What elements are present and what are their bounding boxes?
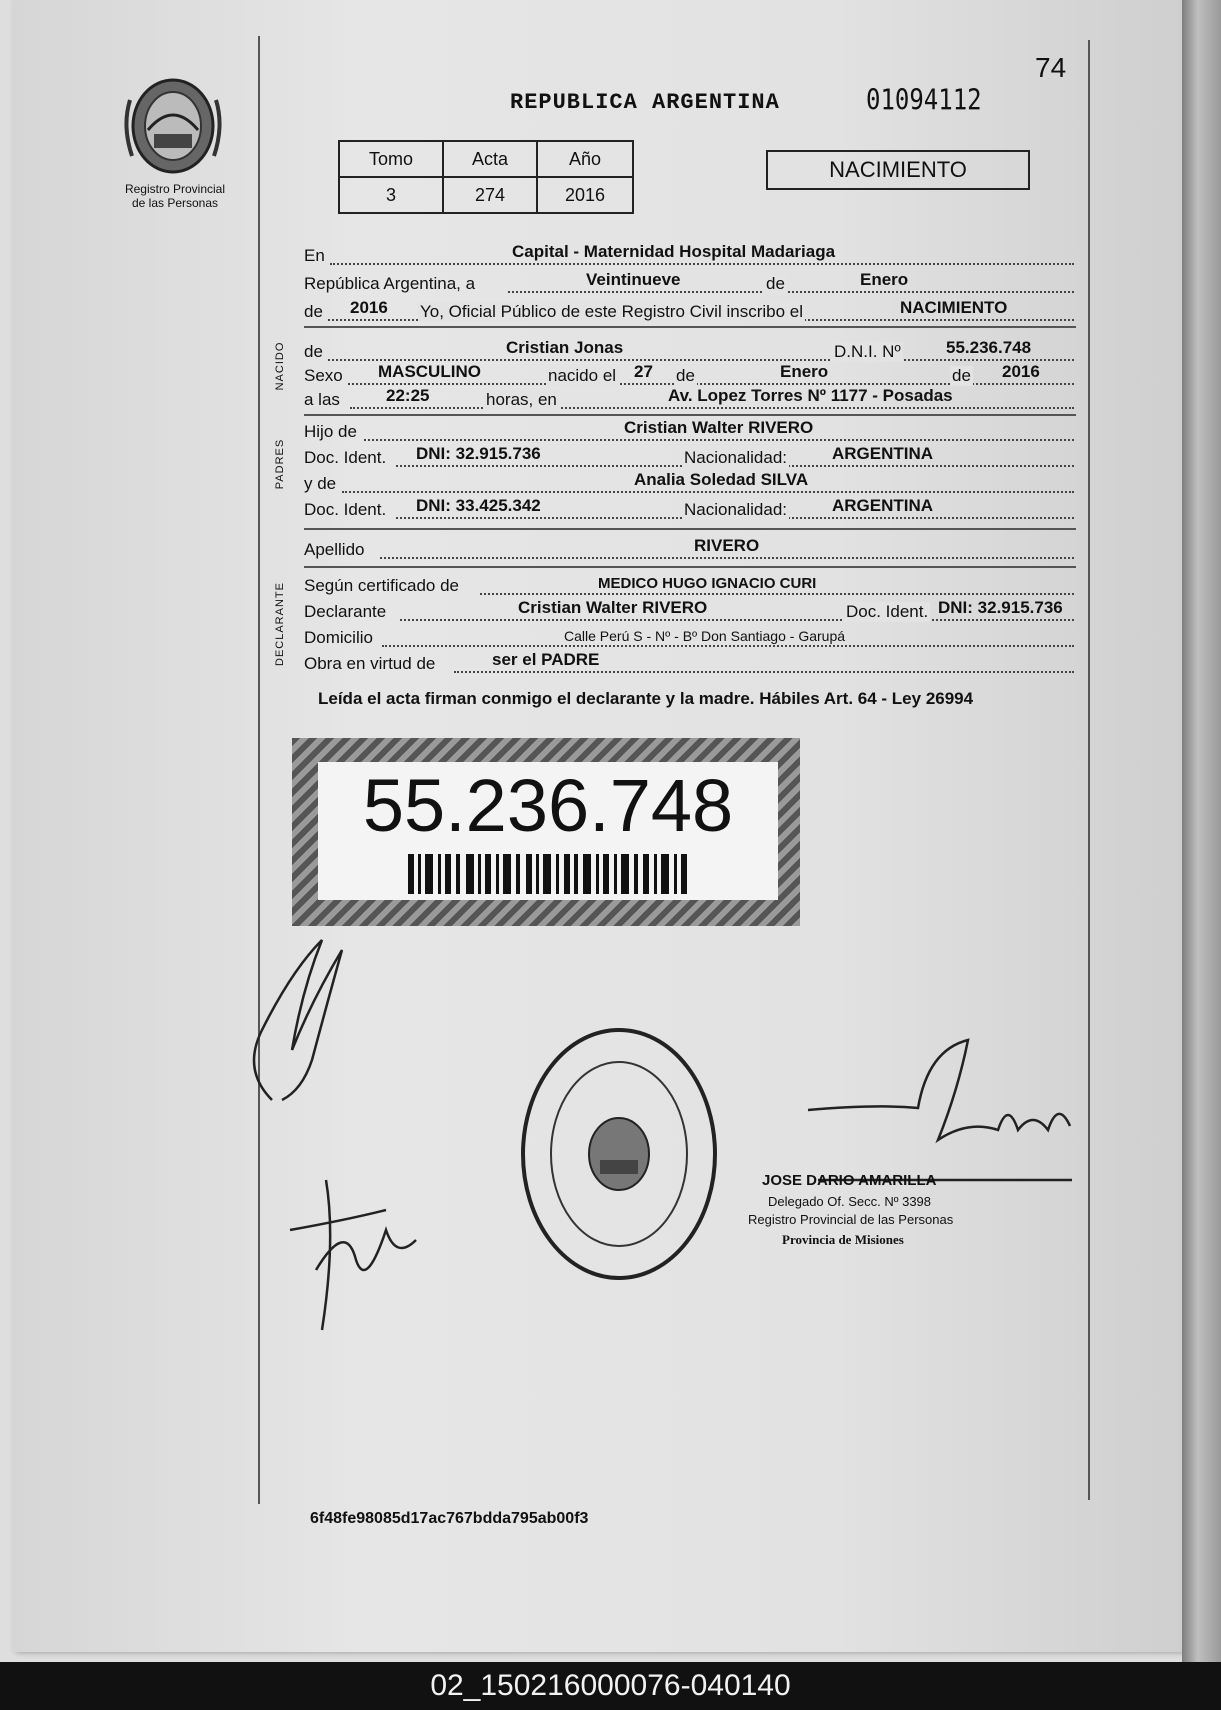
surname-value: RIVERO	[694, 536, 760, 555]
declarant-signature-icon	[232, 930, 372, 1110]
certificate-value: MEDICO HUGO IGNACIO CURI	[598, 575, 817, 592]
place-row: En Capital - Maternidad Hospital Madariaga	[304, 244, 1074, 268]
father-row: Hijo de Cristian Walter RIVERO	[304, 420, 1074, 444]
birth-date-row: Sexo MASCULINO nacido el 27 de Enero de 2016	[304, 364, 1074, 388]
year-value: 2016	[350, 298, 388, 317]
official-title: Delegado Of. Secc. Nº 3398	[768, 1194, 932, 1209]
mother-signature-icon	[286, 1160, 426, 1340]
acta-header: Acta	[443, 141, 537, 177]
inscription-row: de 2016 Yo, Oficial Público de este Registro Civil inscribo el NACIMIENTO	[304, 300, 1074, 324]
section-label-padres: PADRES	[274, 438, 286, 490]
tomo-acta-anio-table	[338, 140, 634, 214]
birth-time-row: a las 22:25 horas, en Av. Lopez Torres Nº 1177 - Posadas	[304, 388, 1074, 412]
mother-row: y de Analia Soledad SILVA	[304, 472, 1074, 496]
registry-caption: Registro Provincial de las Personas	[124, 182, 226, 210]
child-name-row: de Cristian Jonas D.N.I. Nº 55.236.748	[304, 340, 1074, 364]
mother-doc: DNI: 33.425.342	[416, 496, 541, 515]
birth-address: Av. Lopez Torres Nº 1177 - Posadas	[668, 386, 953, 405]
mother-name: Analia Soledad SILVA	[634, 470, 809, 489]
serial-number: 01094112	[866, 83, 982, 117]
declarant-name: Cristian Walter RIVERO	[518, 598, 708, 617]
domicile-row: Domicilio Calle Perú S - Nº - Bº Don Santiago - Garupá	[304, 626, 1074, 650]
provincial-coat-of-arms-icon	[118, 70, 228, 180]
domicile-value: Calle Perú S - Nº - Bº Don Santiago - Garupá	[564, 628, 846, 644]
certificate-row: Según certificado de MEDICO HUGO IGNACIO CURI	[304, 574, 1074, 598]
anio-value: 2016	[537, 177, 633, 213]
section-label-nacido: NACIDO	[274, 341, 286, 391]
page-number: 74	[1035, 52, 1067, 83]
declarant-row: Declarante Cristian Walter RIVERO Doc. Ident. DNI: 32.915.736	[304, 600, 1074, 624]
section-label-declarante: DECLARANTE	[274, 582, 286, 666]
birth-day: 27	[634, 362, 653, 381]
month-value: Enero	[860, 270, 909, 289]
document-hash: 6f48fe98085d17ac767bdda795ab00f3	[310, 1510, 589, 1527]
sex-value: MASCULINO	[378, 362, 481, 381]
barcode-icon	[408, 854, 688, 894]
declarant-doc: DNI: 32.915.736	[938, 598, 1063, 617]
document-title: REPUBLICA ARGENTINA	[510, 90, 780, 115]
official-name: JOSE DARIO AMARILLA	[762, 1172, 937, 1189]
left-margin-line	[258, 36, 260, 1504]
father-nationality: ARGENTINA	[832, 444, 934, 463]
official-signature-icon	[798, 1030, 1078, 1190]
place-value: Capital - Maternidad Hospital Madariaga	[512, 242, 836, 261]
father-name: Cristian Walter RIVERO	[624, 418, 814, 437]
official-organization: Registro Provincial de las Personas	[748, 1212, 954, 1227]
closing-note: Leída el acta firman conmigo el declarante y la madre. Hábiles Art. 64 - Ley 26994	[318, 689, 974, 708]
child-dni: 55.236.748	[946, 338, 1032, 357]
id-number-sticker	[292, 738, 800, 926]
mother-nationality: ARGENTINA	[832, 496, 934, 515]
sticker-number: 55.236.748	[362, 764, 734, 847]
acta-value: 274	[443, 177, 537, 213]
tomo-value: 3	[339, 177, 443, 213]
basis-value: ser el PADRE	[492, 650, 600, 669]
tomo-header: Tomo	[339, 141, 443, 177]
stacked-pages-edge	[1182, 0, 1221, 1662]
father-doc-row: Doc. Ident. DNI: 32.915.736 Nacionalidad: ARGENTINA	[304, 446, 1074, 470]
record-type-box: NACIMIENTO	[766, 150, 1030, 190]
registry-seal-icon	[518, 1026, 720, 1282]
birth-year: 2016	[1002, 362, 1040, 381]
record-type-value: NACIMIENTO	[900, 298, 1008, 317]
scan-file-id: 02_150216000076-040140	[0, 1662, 1221, 1710]
surname-row: Apellido RIVERO	[304, 538, 1074, 562]
mother-doc-row: Doc. Ident. DNI: 33.425.342 Nacionalidad: ARGENTINA	[304, 498, 1074, 522]
right-margin-line	[1088, 40, 1090, 1500]
birth-time: 22:25	[386, 386, 430, 405]
day-value: Veintinueve	[586, 270, 681, 289]
father-doc: DNI: 32.915.736	[416, 444, 541, 463]
basis-row: Obra en virtud de ser el PADRE	[304, 652, 1074, 676]
date-row: República Argentina, a Veintinueve de Enero	[304, 272, 1074, 296]
official-province: Provincia de Misiones	[782, 1232, 904, 1247]
child-name: Cristian Jonas	[506, 338, 624, 357]
anio-header: Año	[537, 141, 633, 177]
birth-month: Enero	[780, 362, 829, 381]
